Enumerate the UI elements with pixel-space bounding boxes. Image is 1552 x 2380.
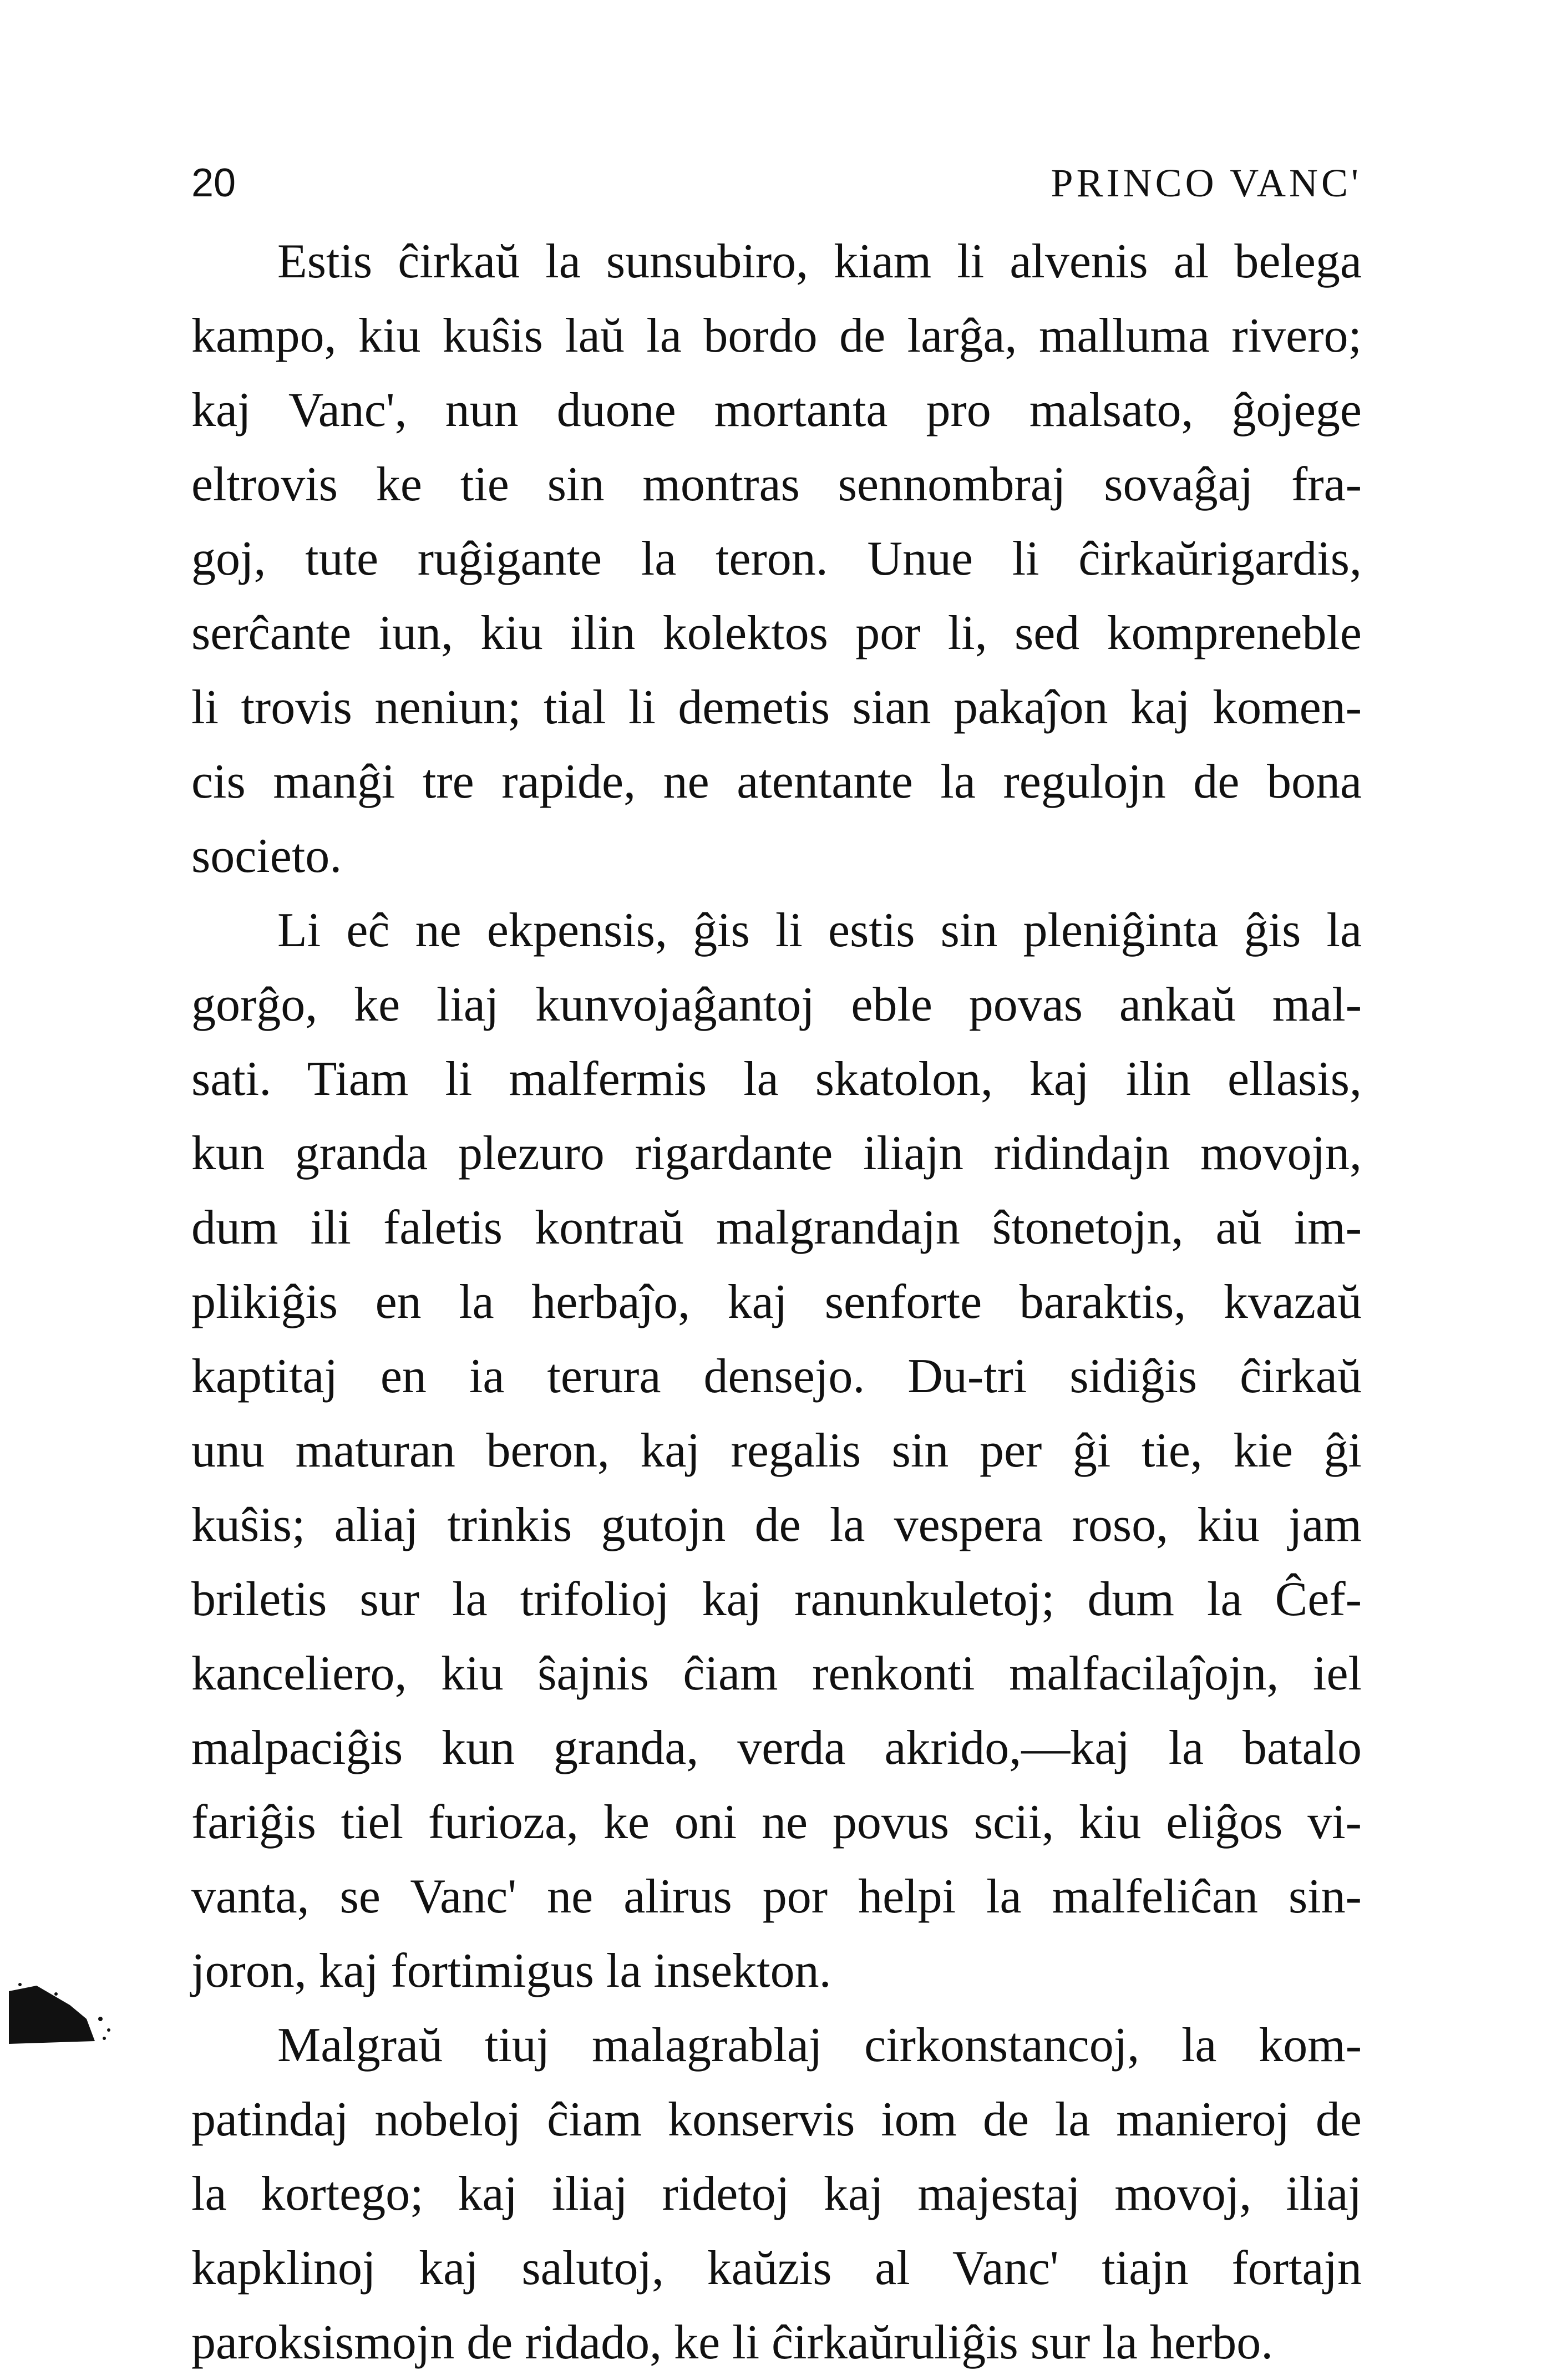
text-line: joron, kaj fortimigus la insekton.	[191, 1944, 831, 1998]
text-line: Li eĉ ne ekpensis, ĝis li estis sin pleniĝinta ĝis la	[277, 904, 1362, 957]
text-line: plikiĝis en la herbaĵo, kaj senforte baraktis, kvazaŭ	[191, 1275, 1362, 1329]
text-line: malpaciĝis kun granda, verda akrido,—kaj la batalo	[191, 1721, 1362, 1775]
text-line: unu maturan beron, kaj regalis sin per ĝi tie, kie ĝi	[191, 1424, 1362, 1478]
page-number: 20	[191, 161, 236, 205]
text-line: kapklinoj kaj salutoj, kaŭzis al Vanc' tiajn fortajn	[191, 2241, 1362, 2295]
text-line: societo.	[191, 829, 342, 883]
text-line: li trovis neniun; tial li demetis sian pakaĵon kaj komen-	[191, 681, 1362, 734]
text-line: Estis ĉirkaŭ la sunsubiro, kiam li alvenis al belega	[277, 235, 1362, 288]
text-line: Malgraŭ tiuj malagrablaj cirkonstancoj, la kom-	[277, 2018, 1362, 2072]
text-line: kaptitaj en ia terura densejo. Du-tri sidiĝis ĉirkaŭ	[191, 1349, 1362, 1403]
paragraph-3	[191, 2008, 1362, 2380]
text-line: patindaj nobeloj ĉiam konservis iom de la manieroj de	[191, 2093, 1362, 2146]
paragraph-1	[191, 225, 1362, 894]
text-line: eltrovis ke tie sin montras sennombraj sovaĝaj fra-	[191, 458, 1362, 511]
text-line: gorĝo, ke liaj kunvojaĝantoj eble povas ankaŭ mal-	[191, 978, 1362, 1032]
text-line: kun granda plezuro rigardante iliajn ridindajn movojn,	[191, 1126, 1362, 1180]
text-line: serĉante iun, kiu ilin kolektos por li, sed kompreneble	[191, 606, 1362, 660]
text-line: cis manĝi tre rapide, ne atentante la regulojn de bona	[191, 755, 1362, 809]
text-line: paroksismojn de ridado, ke li ĉirkaŭruliĝis sur la herbo.	[191, 2316, 1274, 2369]
running-title: PRINCO VANC'	[1051, 161, 1362, 205]
ink-blot	[3, 1980, 120, 2047]
text-line: briletis sur la trifolioj kaj ranunkuletoj; dum la Ĉef-	[191, 1572, 1362, 1626]
text-line: kuŝis; aliaj trinkis gutojn de la vespera roso, kiu jam	[191, 1498, 1362, 1552]
text-line: dum ili faletis kontraŭ malgrandajn ŝtonetojn, aŭ im-	[191, 1201, 1362, 1255]
text-line: goj, tute ruĝigante la teron. Unue li ĉirkaŭrigardis,	[191, 532, 1362, 586]
text-line: kaj Vanc', nun duone mortanta pro malsato, ĝojege	[191, 383, 1362, 437]
paragraph-2	[191, 894, 1362, 2008]
text-line: vanta, se Vanc' ne alirus por helpi la malfeliĉan sin-	[191, 1870, 1362, 1924]
text-line: kampo, kiu kuŝis laŭ la bordo de larĝa, malluma rivero;	[191, 309, 1362, 363]
text-line: la kortego; kaj iliaj ridetoj kaj majestaj movoj, iliaj	[191, 2167, 1362, 2221]
text-line: fariĝis tiel furioza, ke oni ne povus scii, kiu eliĝos vi-	[191, 1795, 1362, 1849]
text-line: kanceliero, kiu ŝajnis ĉiam renkonti malfacilaĵojn, iel	[191, 1647, 1362, 1701]
text-line: sati. Tiam li malfermis la skatolon, kaj ilin ellasis,	[191, 1052, 1362, 1106]
body-text	[191, 225, 1362, 2380]
page-header	[191, 155, 1362, 211]
